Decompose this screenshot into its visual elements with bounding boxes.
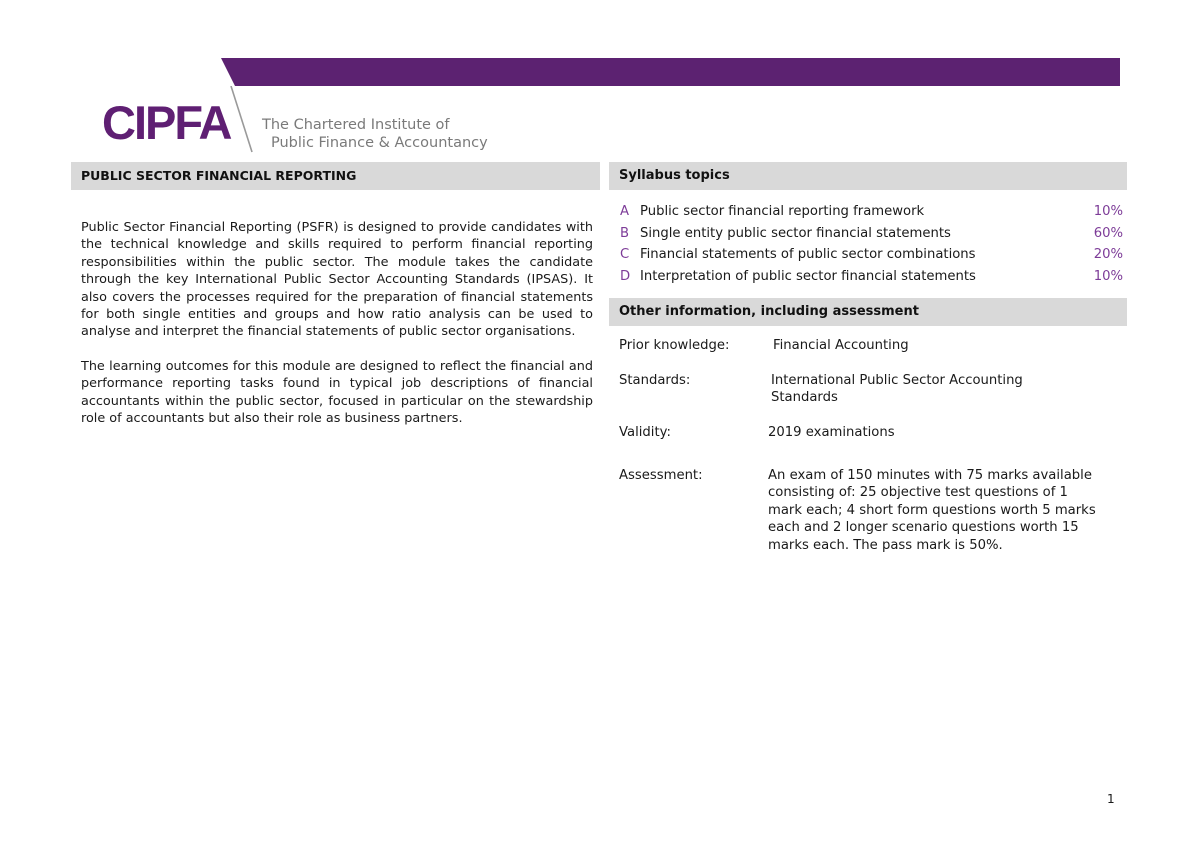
topic-title: Financial statements of public sector combinations [640,247,976,263]
logo-divider-icon [226,86,256,154]
topic-letter: B [620,225,630,241]
topic-row [620,223,1123,245]
topic-row [620,244,1123,266]
module-description [81,219,593,444]
info-value: International Public Sector Accounting Standards [771,373,1023,406]
info-label: Validity: [619,425,671,440]
topic-title: Single entity public sector financial statements [640,225,951,241]
topic-title: Public sector financial reporting framework [640,204,925,220]
description-paragraph: The learning outcomes for this module are designed to reflect the financial and performance reporting tasks found in typical job descriptions of financial accountants within the public sector, focused in particular on the stewardship role of accountants but also their role as business partners. [81,358,593,427]
topic-letter: C [620,247,630,263]
syllabus-heading: Syllabus topics [609,162,1127,190]
tagline-line-1: The Chartered Institute of [262,117,450,133]
info-label: Assessment: [619,468,703,483]
info-label: Standards: [619,373,691,388]
info-value: 2019 examinations [768,425,895,440]
description-paragraph: Public Sector Financial Reporting (PSFR) is designed to provide candidates with the technical knowledge and skills required to perform financial reporting responsibilities within the public sector. The module takes the candidate through the key International Public Sector Accounting Standards (IPSAS). It also covers the processes required for the preparation of financial statements for both single entities and groups and how ratio analysis can be used to analyse and interpret the financial statements of public sector organisations. [81,220,593,340]
module-title: PUBLIC SECTOR FINANCIAL REPORTING [71,162,600,190]
topic-weight: 10% [1093,204,1123,220]
info-label: Prior knowledge: [619,338,730,353]
other-info-heading: Other information, including assessment [609,298,1127,326]
topic-weight: 10% [1093,268,1123,284]
topic-row [620,266,1123,288]
syllabus-topic-list [620,201,1123,287]
tagline-line-2: Public Finance & Accountancy [271,135,488,151]
header-band [0,58,1200,88]
topic-weight: 20% [1093,247,1123,263]
page-number: 1 [1107,792,1115,806]
topic-letter: A [620,204,630,220]
topic-title: Interpretation of public sector financial statements [640,268,976,284]
cipfa-logo: CIPFA [102,96,231,149]
topic-weight: 60% [1093,225,1123,241]
topic-row [620,201,1123,223]
logo-tagline [262,116,488,152]
topic-letter: D [620,268,631,284]
info-value: An exam of 150 minutes with 75 marks available consisting of: 25 objective test questions of 1 mark each; 4 short form questions worth 5 marks each and 2 longer scenario questions worth 15 marks each. The pass mark is 50%. [768,468,1096,553]
info-value: Financial Accounting [773,338,909,353]
